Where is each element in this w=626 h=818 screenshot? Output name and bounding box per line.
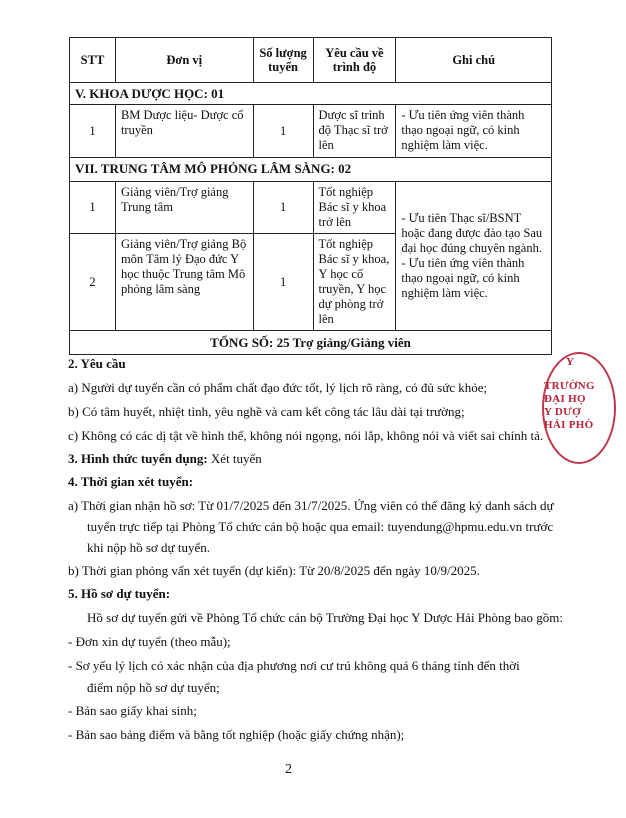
section-4-title: 4. Thời gian xét tuyển: <box>68 474 194 489</box>
row-vii1-stt: 1 <box>70 182 116 234</box>
row-vii1-qty: 1 <box>253 182 313 234</box>
section-5-item-4: - Bản sao bảng điểm và bằng tốt nghiệp (hoặc giấy chứng nhận); <box>68 727 405 742</box>
section-2-title: 2. Yêu cầu <box>68 356 126 371</box>
stamp-line-1: Y <box>566 356 575 368</box>
row-v1-stt: 1 <box>70 105 116 158</box>
header-note: Ghi chú <box>396 38 552 83</box>
section-3-value: Xét tuyển <box>207 451 262 466</box>
note-vii-line-2: - Ưu tiên ứng viên thành thạo ngoại ngữ, có kinh nghiệm làm việc. <box>401 256 525 300</box>
section-2-c: c) Không có các dị tật về hình thể, không nói ngọng, nói lắp, không nói và viết sai chính tả. <box>68 428 544 443</box>
section-5-intro: Hồ sơ dự tuyển gửi về Phòng Tổ chức cán bộ Trường Đại học Y Dược Hải Phòng bao gồm: <box>87 610 564 625</box>
header-requirement: Yêu cầu về trình độ <box>313 38 396 83</box>
stamp-line-5: HẢI PHÒ <box>544 419 594 431</box>
section-4-a-line-1: a) Thời gian nhận hồ sơ: Từ 01/7/2025 đến 31/7/2025. Ứng viên có thể đăng ký danh sách dự <box>68 498 554 513</box>
section-2-b: b) Có tâm huyết, nhiệt tình, yêu nghề và cam kết công tác lâu dài tại trường; <box>68 404 465 419</box>
recruitment-table <box>69 37 552 355</box>
section-vii-title: VII. TRUNG TÂM MÔ PHỎNG LÂM SÀNG: 02 <box>70 158 552 182</box>
university-stamp <box>544 352 608 462</box>
section-5-title: 5. Hồ sơ dự tuyển: <box>68 586 171 601</box>
table-total: TỔNG SỐ: 25 Trợ giảng/Giảng viên <box>70 331 552 355</box>
row-vii1-unit: Giảng viên/Trợ giảng Trung tâm <box>115 182 253 234</box>
row-v1-req: Dược sĩ trình độ Thạc sĩ trở lên <box>313 105 396 158</box>
stamp-line-2: TRƯỜNG <box>544 380 595 392</box>
row-vii-note <box>396 182 552 331</box>
header-unit: Đơn vị <box>115 38 253 83</box>
header-stt: STT <box>70 38 116 83</box>
page-number: 2 <box>285 762 292 777</box>
section-4-a-line-2: tuyển trực tiếp tại Phòng Tổ chức cán bộ hoặc qua email: tuyendung@hpmu.edu.vn trước <box>87 519 554 534</box>
stamp-line-3: ĐẠI HỌ <box>544 393 586 405</box>
row-v1-note: - Ưu tiên ứng viên thành thạo ngoại ngữ, có kinh nghiệm làm việc. <box>396 105 552 158</box>
section-3-title: 3. Hình thức tuyển dụng: <box>68 451 208 466</box>
note-vii-line-1: - Ưu tiên Thạc sĩ/BSNT hoặc đang được đào tạo Sau đại học đúng chuyên ngành. <box>401 211 543 255</box>
section-5-item-2-line-2: điểm nộp hồ sơ dự tuyển; <box>87 680 220 695</box>
row-vii2-qty: 1 <box>253 234 313 331</box>
header-quantity: Số lượng tuyển <box>253 38 313 83</box>
row-v1-qty: 1 <box>253 105 313 158</box>
section-5-item-3: - Bản sao giấy khai sinh; <box>68 703 197 718</box>
section-5-item-1: - Đơn xin dự tuyển (theo mẫu); <box>68 634 231 649</box>
row-vii1-req: Tốt nghiệp Bác sĩ y khoa trở lên <box>313 182 396 234</box>
row-vii2-req: Tốt nghiệp Bác sĩ y khoa, Y học cổ truyền, Y học dự phòng trở lên <box>313 234 396 331</box>
section-2-a: a) Người dự tuyển cần có phẩm chất đạo đức tốt, lý lịch rõ ràng, có đủ sức khỏe; <box>68 380 488 395</box>
section-5-item-2-line-1: - Sơ yếu lý lịch có xác nhận của địa phương nơi cư trú không quá 6 tháng tính đến thời <box>68 658 520 673</box>
row-vii2-stt: 2 <box>70 234 116 331</box>
section-4-a-line-3: khi nộp hồ sơ dự tuyển. <box>87 540 210 555</box>
stamp-line-4: Y DƯỢ <box>544 406 582 418</box>
row-vii2-unit: Giảng viên/Trợ giảng Bộ môn Tâm lý Đạo đức Y học thuộc Trung tâm Mô phỏng lâm sàng <box>115 234 253 331</box>
row-v1-unit: BM Dược liệu- Dược cổ truyền <box>115 105 253 158</box>
section-4-b: b) Thời gian phỏng vấn xét tuyển (dự kiến): Từ 20/8/2025 đến ngày 10/9/2025. <box>68 563 480 578</box>
section-v-title: V. KHOA DƯỢC HỌC: 01 <box>70 83 552 105</box>
section-3 <box>68 450 262 468</box>
